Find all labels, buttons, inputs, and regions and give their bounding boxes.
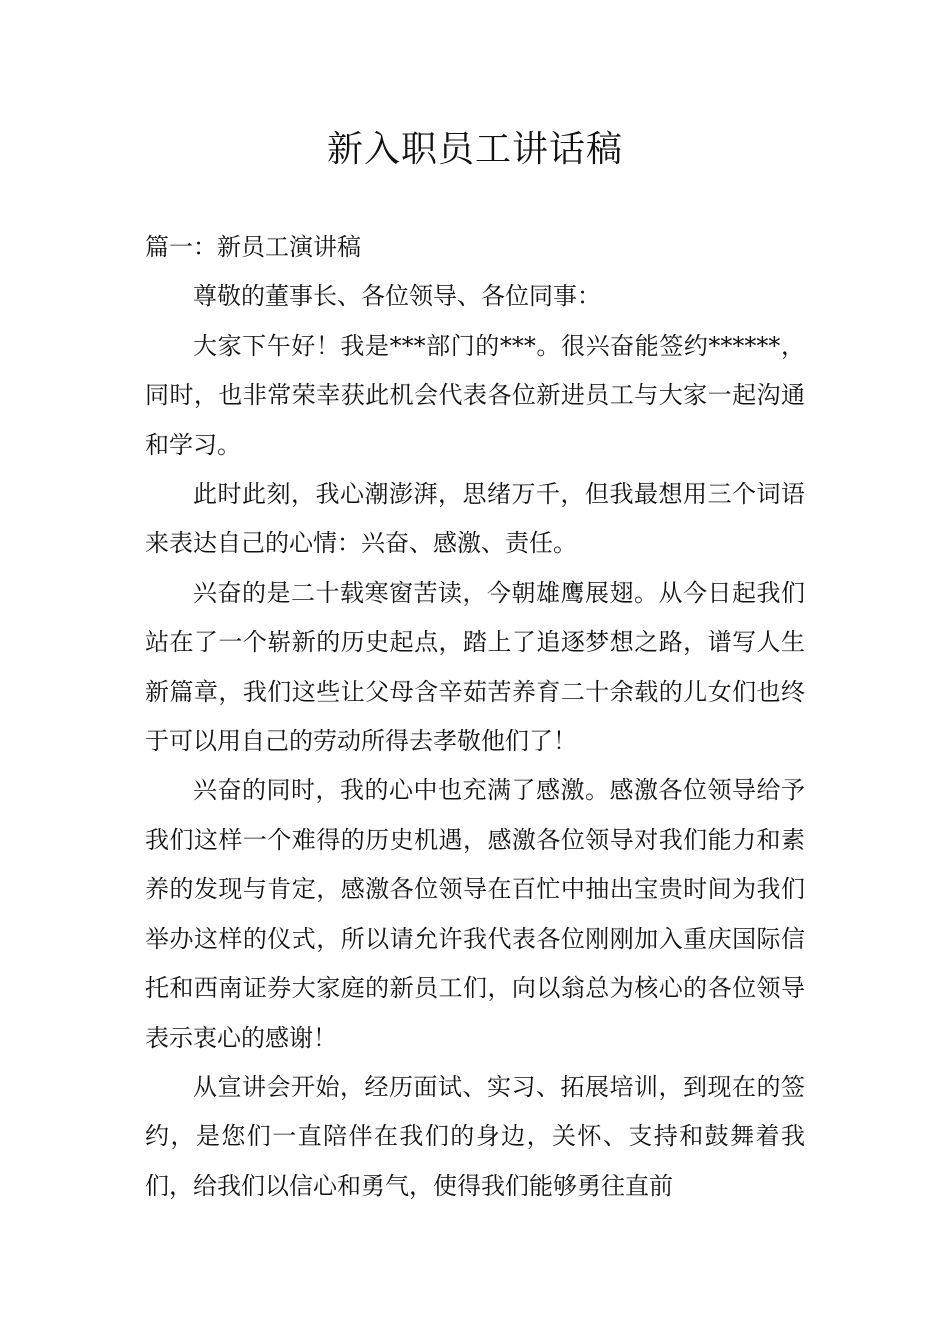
paragraph-excitement: 兴奋的是二十载寒窗苦读，今朝雄鹰展翅。从今日起我们站在了一个崭新的历史起点，踏上了追逐梦想之路，谱写人生新篇章，我们这些让父母含辛茹苦养育二十余载的儿女们也终于可以用自己的劳动所得去孝敬他们了！ <box>145 578 805 756</box>
paragraph-journey: 从宣讲会开始，经历面试、实习、拓展培训，到现在的签约，是您们一直陪伴在我们的身边，关怀、支持和鼓舞着我们，给我们以信心和勇气，使得我们能够勇往直前 <box>145 1072 805 1200</box>
document-title: 新入职员工讲话稿 <box>326 129 623 170</box>
section-heading: 篇一：新员工演讲稿 <box>145 233 361 261</box>
document-body <box>145 223 805 1211</box>
paragraph-feelings: 此时此刻，我心潮澎湃，思绪万千，但我最想用三个词语来表达自己的心情：兴奋、感激、责任。 <box>145 480 805 558</box>
paragraph-gratitude: 兴奋的同时，我的心中也充满了感激。感激各位领导给予我们这样一个难得的历史机遇，感激各位领导对我们能力和素养的发现与肯定，感激各位领导在百忙中抽出宝贵时间为我们举办这样的仪式，所以请允许我代表各位刚刚加入重庆国际信托和西南证券大家庭的新员工们，向以翁总为核心的各位领导表示衷心的感谢！ <box>145 776 805 1052</box>
paragraph-greeting: 大家下午好！我是***部门的***。很兴奋能签约******，同时，也非常荣幸获此机会代表各位新进员工与大家一起沟通和学习。 <box>145 331 805 459</box>
paragraph-salutation: 尊敬的董事长、各位领导、各位同事： <box>193 282 601 311</box>
